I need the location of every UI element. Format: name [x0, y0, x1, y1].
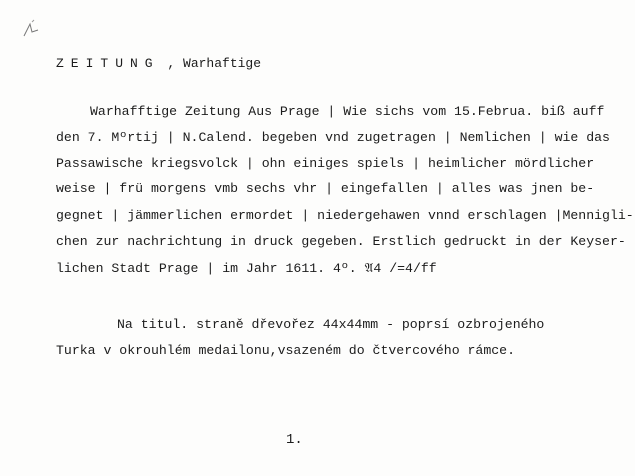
note-line-2: Turka v okrouhlém medailonu,vsazeném do čtvercového rámce. — [56, 343, 515, 358]
entry-line-5: gegnet | jämmerlichen ermordet | niedergehawen vnnd erschlagen |Menniglі- — [56, 208, 634, 223]
heading-comma: , — [159, 56, 176, 71]
entry-line-4: weise | frü morgens vmb sechs vhr | eingefallen | alles was jnen be- — [56, 181, 595, 196]
page-number: 1. — [286, 432, 303, 448]
heading-rest: Warhaftige — [175, 56, 262, 71]
heading-keyword: ZEITUNG — [56, 56, 160, 71]
entry-line-1: Warhafftige Zeitung Aus Prage | Wie sichs vom 15.Februa. biß auff — [90, 104, 605, 119]
entry-line-7: lichen Stadt Prage | im Jahr 1611. 4º. 𝔄4 /=4/ff — [56, 261, 437, 276]
entry-line-3: Passawische kriegsvolck | ohn einiges spiels | heimlicher mördlicher — [56, 156, 595, 171]
entry-line-6: chen zur nachrichtung in druck gegeben. Erstlich gedruckt in der Keyser- — [56, 234, 626, 249]
note-line-1: Na titul. straně dřevořez 44x44mm - poprsí ozbrojeného — [117, 317, 545, 332]
card-heading — [56, 56, 261, 71]
handwritten-mark-icon — [20, 18, 42, 40]
entry-line-2: den 7. Mºrtij | N.Calend. begeben vnd zugetragen | Nemlichen | wie das — [56, 130, 610, 145]
